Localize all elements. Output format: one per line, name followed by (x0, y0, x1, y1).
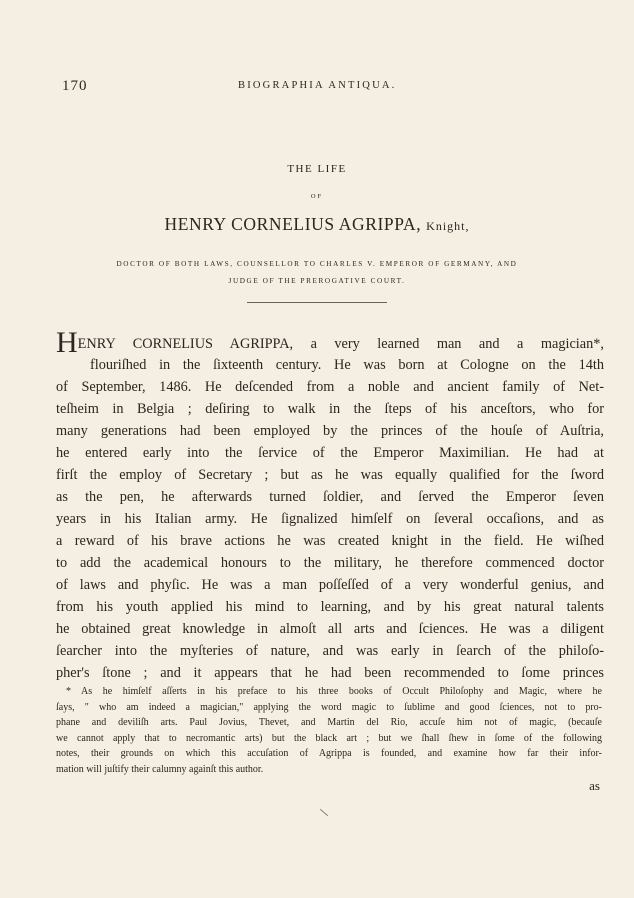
running-title: BIOGRAPHIA ANTIQUA. (238, 80, 397, 91)
text-line: HENRY CORNELIUS AGRIPPA, a very learned man and a magician*, (56, 326, 604, 359)
text-line: he obtained great knowledge in almoſt all arts and ſciences. He was a diligent (56, 621, 604, 637)
section-heading-the-life: THE LIFE (287, 163, 347, 175)
text-line: of September, 1486. He deſcended from a noble and ancient family of Net- (56, 379, 604, 395)
text-line: from his youth applied his mind to learning, and by his great natural talents (56, 599, 604, 615)
footnote-line: we cannot apply that to necromantic arts) but the black art ; but we ſhall ſhew in ſome of the following (56, 732, 602, 744)
subject-name: HENRY CORNELIUS AGRIPPA, (164, 214, 422, 234)
subject-titles-line-1: DOCTOR OF BOTH LAWS, COUNSELLOR TO CHARLES V. EMPEROR OF GERMANY, AND (116, 260, 518, 268)
heading-divider (247, 302, 387, 303)
footnote-line: phane and deviliſh arts. Paul Jovius, Thevet, and Martin del Rio, accuſe him not of magic, (becauſe (56, 717, 602, 728)
text-line: he entered early into the ſervice of the Emperor Maximilian. He had at (56, 445, 604, 461)
footnote-line: ſays, " who am indeed a magician," applying the word magic to ſublime and good ſciences, not to pro- (56, 701, 602, 713)
drop-cap: H (56, 326, 78, 359)
footnote-line: notes, their grounds on which this accuſation of Agrippa is founded, and examine how far their infor- (56, 748, 602, 759)
text-line: pher's ſtone ; and it appears that he had been recommended to ſome princes (56, 665, 604, 681)
text-line: to add the academical honours to the military, he therefore commenced doctor (56, 555, 604, 571)
text-line: years in his Italian army. He ſignalized himſelf on ſeveral occaſions, and as (56, 511, 604, 527)
subject-titles-line-2: JUDGE OF THE PREROGATIVE COURT. (228, 277, 406, 285)
text-line: as the pen, he afterwards turned ſoldier, and ſerved the Emperor ſeven (56, 489, 604, 505)
main-text (56, 326, 604, 684)
text-line: teſheim in Belgia ; deſiring to walk in the ſteps of his anceſtors, who for (56, 401, 604, 417)
text-line: of laws and phyſic. He was a man poſſeſſed of a very wonderful genius, and (56, 577, 604, 593)
text-line: ſearcher into the myſteries of nature, and was early in ſearch of the philoſo- (56, 643, 604, 659)
text-line: a reward of his brave actions he was created knight in the field. He wiſhed (56, 533, 604, 549)
text-line: flouriſhed in the ſixteenth century. He was born at Cologne on the 14th (90, 357, 604, 373)
running-head (62, 78, 607, 96)
text-line: firſt the employ of Secretary ; but as he was equally qualified for the ſword (56, 467, 604, 483)
footnote-line: mation will juſtify their calumny againſt this author. (56, 763, 264, 775)
subject-name-heading (0, 214, 634, 235)
catchword: as (589, 778, 600, 793)
text-line: many generations had been employed by the princes of the houſe of Auſtria, (56, 423, 604, 439)
footnote-line: * As he himſelf aſſerts in his preface to his three books of Occult Philoſophy and Magic, where he (66, 686, 602, 697)
footnote (56, 684, 602, 777)
ink-mark (320, 809, 328, 816)
section-heading-of: OF (310, 193, 324, 200)
page-number: 170 (62, 78, 88, 94)
subject-name-suffix: Knight, (426, 219, 470, 233)
